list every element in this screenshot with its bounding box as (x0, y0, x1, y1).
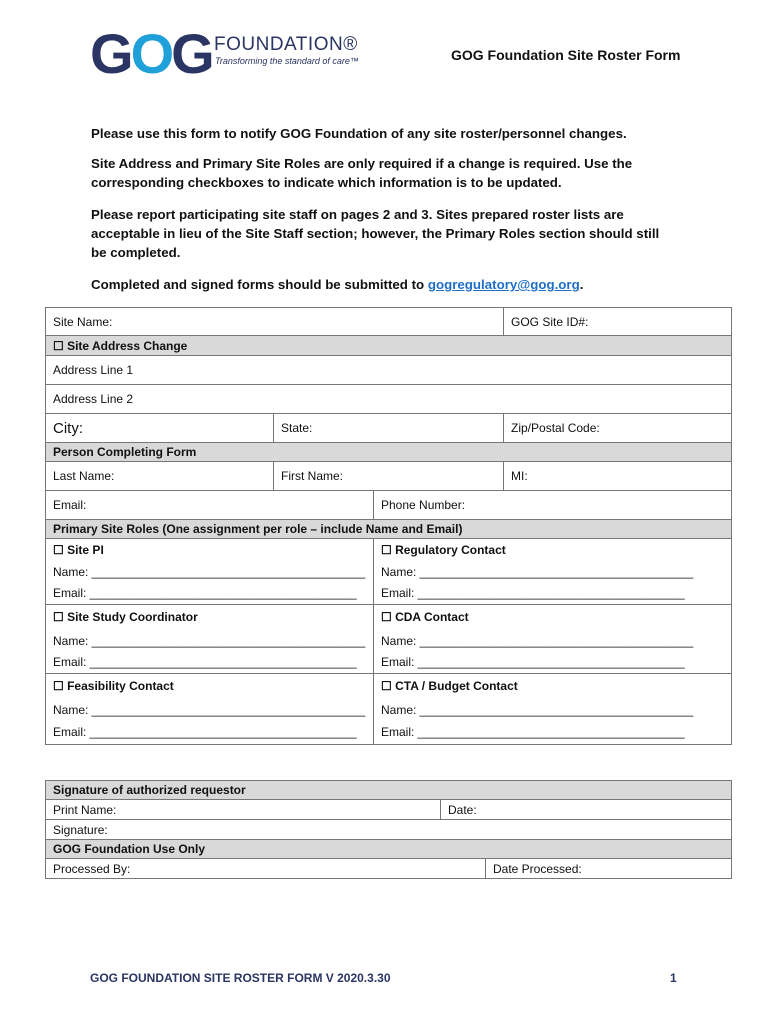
phone-number-field[interactable]: Phone Number: (374, 491, 732, 520)
gog-use-only-header: GOG Foundation Use Only (46, 840, 732, 859)
regulatory-contact-checkbox[interactable]: ☐ Regulatory Contact (374, 539, 732, 561)
feasibility-contact-name-field[interactable]: Name: _________________________________________ (46, 699, 374, 721)
signature-field[interactable]: Signature: (46, 820, 732, 840)
primary-roles-header: Primary Site Roles (One assignment per role – include Name and Email) (46, 520, 732, 539)
regulatory-contact-email-field[interactable]: Email: ________________________________________ (374, 583, 732, 605)
logo (90, 22, 212, 85)
signature-table (45, 780, 732, 879)
city-field[interactable]: City: (46, 414, 274, 443)
processed-by-field[interactable]: Processed By: (46, 859, 486, 879)
cda-contact-name-field[interactable]: Name: _________________________________________ (374, 630, 732, 652)
intro-paragraph-1: Please use this form to notify GOG Foundation of any site roster/personnel changes. (91, 126, 627, 141)
first-name-field[interactable]: First Name: (274, 462, 504, 491)
intro-paragraph-2: Site Address and Primary Site Roles are only required if a change is required. Use the corresponding checkboxes to indicate which information is to be updated. (91, 156, 633, 190)
intro-paragraph-3: Please report participating site staff on pages 2 and 3. Sites prepared roster lists are acceptable in lieu of the Site Staff section; however, the Primary Roles section should still be completed. (91, 207, 660, 260)
feasibility-contact-email-field[interactable]: Email: ________________________________________ (46, 721, 374, 745)
intro-paragraph-4-prefix: Completed and signed forms should be submitted to (91, 277, 428, 292)
site-pi-email-field[interactable]: Email: ________________________________________ (46, 583, 374, 605)
site-study-coordinator-name-field[interactable]: Name: _________________________________________ (46, 630, 374, 652)
footer-form-version: GOG FOUNDATION SITE ROSTER FORM V 2020.3.30 (90, 971, 391, 985)
logo-tagline: Transforming the standard of care™ (215, 56, 359, 66)
intro-paragraph-4 (91, 275, 671, 294)
site-id-field[interactable]: GOG Site ID#: (504, 308, 732, 336)
cta-budget-contact-name-field[interactable]: Name: _________________________________________ (374, 699, 732, 721)
site-study-coordinator-checkbox[interactable]: ☐ Site Study Coordinator (46, 605, 374, 630)
site-form-table (45, 307, 732, 745)
address-line-1-field[interactable]: Address Line 1 (46, 356, 732, 385)
date-processed-field[interactable]: Date Processed: (486, 859, 732, 879)
cta-budget-contact-email-field[interactable]: Email: ________________________________________ (374, 721, 732, 745)
print-name-field[interactable]: Print Name: (46, 800, 441, 820)
person-completing-header: Person Completing Form (46, 443, 732, 462)
feasibility-contact-checkbox[interactable]: ☐ Feasibility Contact (46, 674, 374, 699)
site-pi-checkbox[interactable]: ☐ Site PI (46, 539, 374, 561)
mi-field[interactable]: MI: (504, 462, 732, 491)
regulatory-contact-name-field[interactable]: Name: _________________________________________ (374, 561, 732, 583)
logo-foundation: FOUNDATION® (214, 34, 358, 55)
zip-field[interactable]: Zip/Postal Code: (504, 414, 732, 443)
site-address-change-checkbox[interactable]: ☐ Site Address Change (46, 336, 732, 356)
site-study-coordinator-email-field[interactable]: Email: ________________________________________ (46, 652, 374, 674)
signature-header: Signature of authorized requestor (46, 781, 732, 800)
signature-date-field[interactable]: Date: (441, 800, 732, 820)
intro-paragraph-4-suffix: . (579, 277, 584, 292)
cta-budget-contact-checkbox[interactable]: ☐ CTA / Budget Contact (374, 674, 732, 699)
page-title: GOG Foundation Site Roster Form (451, 47, 681, 63)
address-line-2-field[interactable]: Address Line 2 (46, 385, 732, 414)
person-email-field[interactable]: Email: (46, 491, 374, 520)
site-name-field[interactable]: Site Name: (46, 308, 504, 336)
submission-email-link[interactable]: gogregulatory@gog.org (427, 277, 580, 292)
last-name-field[interactable]: Last Name: (46, 462, 274, 491)
site-pi-name-field[interactable]: Name: _________________________________________ (46, 561, 374, 583)
logo-letters: GOG (90, 22, 212, 85)
cda-contact-checkbox[interactable]: ☐ CDA Contact (374, 605, 732, 630)
page-number: 1 (670, 971, 677, 985)
state-field[interactable]: State: (274, 414, 504, 443)
cda-contact-email-field[interactable]: Email: ________________________________________ (374, 652, 732, 674)
